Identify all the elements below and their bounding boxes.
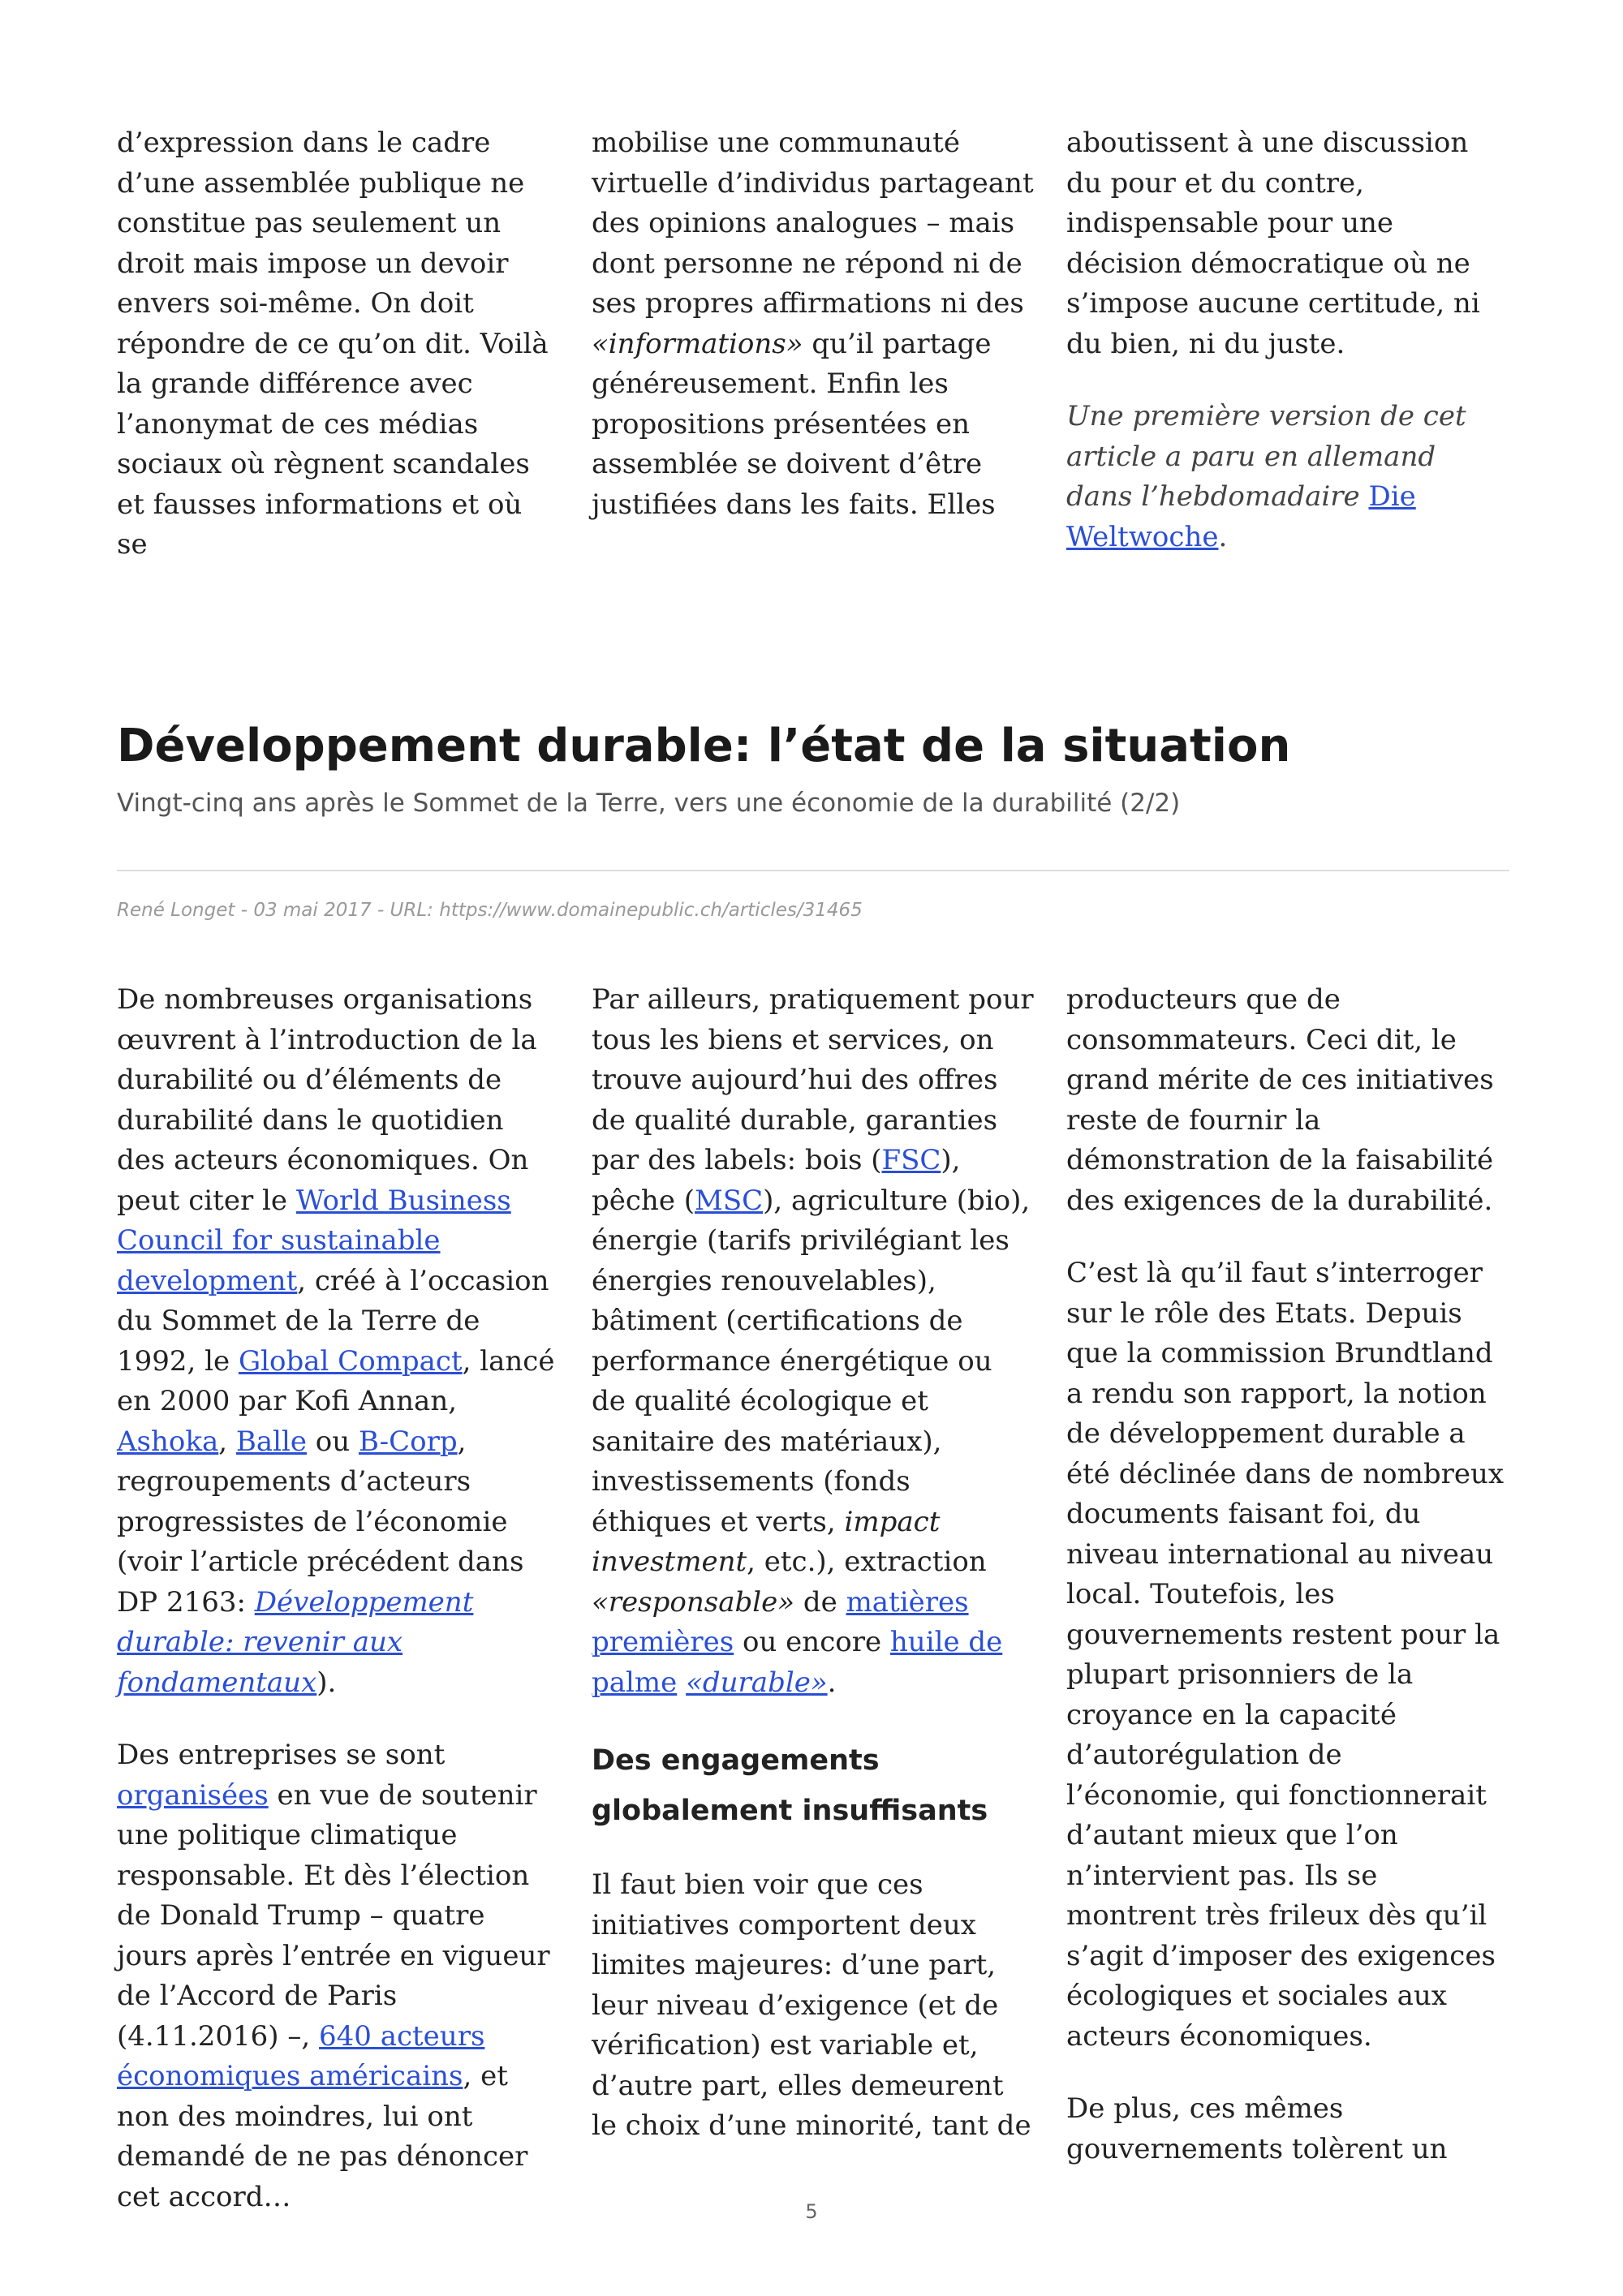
body-column-2 [592,980,1035,2197]
link-previous-article[interactable]: Développement durable: revenir aux fondamentaux [117,1585,474,1699]
link-organisees[interactable]: organisées [117,1778,269,1812]
paragraph: Il faut bien voir que ces initiatives comportent deux limites majeures: d’une part, leur niveau d’exigence (et de vérification) est variable et, d’autre part, elles demeurent le choix d’une minorité, tant de [592,1868,1031,2142]
page-number: 5 [805,2200,818,2223]
paragraph: C’est là qu’il faut s’interroger sur le rôle des Etats. Depuis que la commission Brundtland a rendu son rapport, la notion de développement durable a été déclinée dans de nombreux documents faisant foi, du niveau international au niveau local. Toutefois, les gouvernements restent pour la plupart prisonniers de la croyance en la capacité d’autorégulation de l’économie, qui fonctionnerait d’autant mieux que l’on n’intervient pas. Ils se montrent très frileux dès qu’il s’agit d’imposer des exigences écologiques et sociales aux acteurs économiques. [1066,1257,1505,2053]
link-fsc[interactable]: FSC [881,1144,941,1176]
section-heading: Des engagements globalement insuffisants [592,1744,988,1827]
paragraph: producteurs que de consommateurs. Ceci dit, le grand mérite de ces initiatives reste de fournir la démonstration de la faisabilité des exigences de la durabilité. [1066,983,1494,1217]
article-header [117,714,1509,821]
link-global-compact[interactable]: Global Compact [238,1344,463,1378]
link-ashoka[interactable]: Ashoka [117,1425,219,1458]
top-column-3 [1066,123,1509,553]
top-column-2 [592,123,1035,529]
article-title: Développement durable: l’état de la situation [117,720,1291,772]
link-huile-de-palme-durable[interactable]: «durable» [686,1666,828,1699]
paragraph: De plus, ces mêmes gouvernements tolèrent un [1066,2092,1448,2165]
link-matieres-premieres[interactable]: matières premières [592,1585,969,1658]
paragraph: aboutissent à une discussion du pour et du contre, indispensable pour une décision démocratique où ne s’impose aucune certitude, ni du bien, ni du juste. [1066,127,1480,360]
article-meta: René Longet - 03 mai 2017 - URL: https://www.domainepublic.ch/articles/31465 [117,900,863,921]
italic-term: «informations» [592,327,803,360]
header-divider [117,870,1509,871]
previous-article-continuation [117,123,1509,561]
paragraph: Par ailleurs, pratiquement pour tous les biens et services, on trouve aujourd’hui des offres de qualité durable, garanties par des labels: bois (FSC), pêche (MSC), agriculture (bio), énergie (tarifs privilégiant les énergies renouvelables), bâtiment (certifications de performance énergétique ou de qualité écologique et sanitaire des matériaux), investissements (fonds éthiques et verts, impact investment, etc.), extraction «responsable» de matières premières ou encore huile de palme «durable». [592,983,1034,1699]
italic-term: impact investment [592,1505,941,1578]
link-world-business-council[interactable]: World Business Council for sustainable development [117,1184,511,1297]
paragraph: Des entreprises se sont organisées en vue de soutenir une politique climatique responsable. Et dès l’élection de Donald Trump – quatre jours après l’entrée en vigueur de l’Accord de Paris (4.11.2016) –, 640 acteurs économiques américains, et non des moindres, lui ont demandé de ne pas dénoncer cet accord… [117,1739,550,2213]
article-subtitle: Vingt-cinq ans après le Sommet de la Terre, vers une économie de la durabilité (2/2) [117,789,1181,818]
paragraph: De nombreuses organisations œuvrent à l’introduction de la durabilité ou d’éléments de durabilité dans le quotidien des acteurs économiques. On peut citer le World Business Council for sustainable development, créé à l’occasion du Sommet de la Terre de 1992, le Global Compact, lancé en 2000 par Kofi Annan, Ashoka, Balle ou B-Corp, regroupements d’acteurs progressistes de l’économie (voir l’article précédent dans DP 2163: Développement durable: revenir aux fondamentaux). [117,983,555,1699]
publication-note: Une première version de cet article a paru en allemand dans l’hebdomadaire Die Weltwoche. [1066,400,1466,553]
link-640-acteurs[interactable]: 640 acteurs économiques américains [117,2019,485,2092]
link-die-weltwoche[interactable]: Die Weltwoche [1066,480,1416,553]
body-column-1 [117,980,560,2213]
top-column-1 [117,123,560,561]
link-b-corp[interactable]: B-Corp [358,1425,458,1458]
paragraph: d’expression dans le cadre d’une assemblée publique ne constitue pas seulement un droit mais impose un devoir envers soi-même. On doit répondre de ce qu’on dit. Voilà la grande différence avec l’anonymat de ces médias sociaux où règnent scandales et fausses informations et où se [117,127,549,561]
italic-term: «responsable» [592,1585,795,1619]
article-body [117,980,1509,2213]
link-balle[interactable]: Balle [235,1425,307,1458]
link-huile-de-palme[interactable]: huile de palme [592,1626,1003,1699]
body-column-3 [1066,980,1509,2197]
link-msc[interactable]: MSC [695,1184,764,1217]
paragraph: mobilise une communauté virtuelle d’individus partageant des opinions analogues – mais dont personne ne répond ni de ses propres affirmations ni des «informations» qu’il partage généreusement. Enfin les propositions présentées en assemblée se doivent d’être justifiées dans les faits. Elles [592,127,1034,521]
